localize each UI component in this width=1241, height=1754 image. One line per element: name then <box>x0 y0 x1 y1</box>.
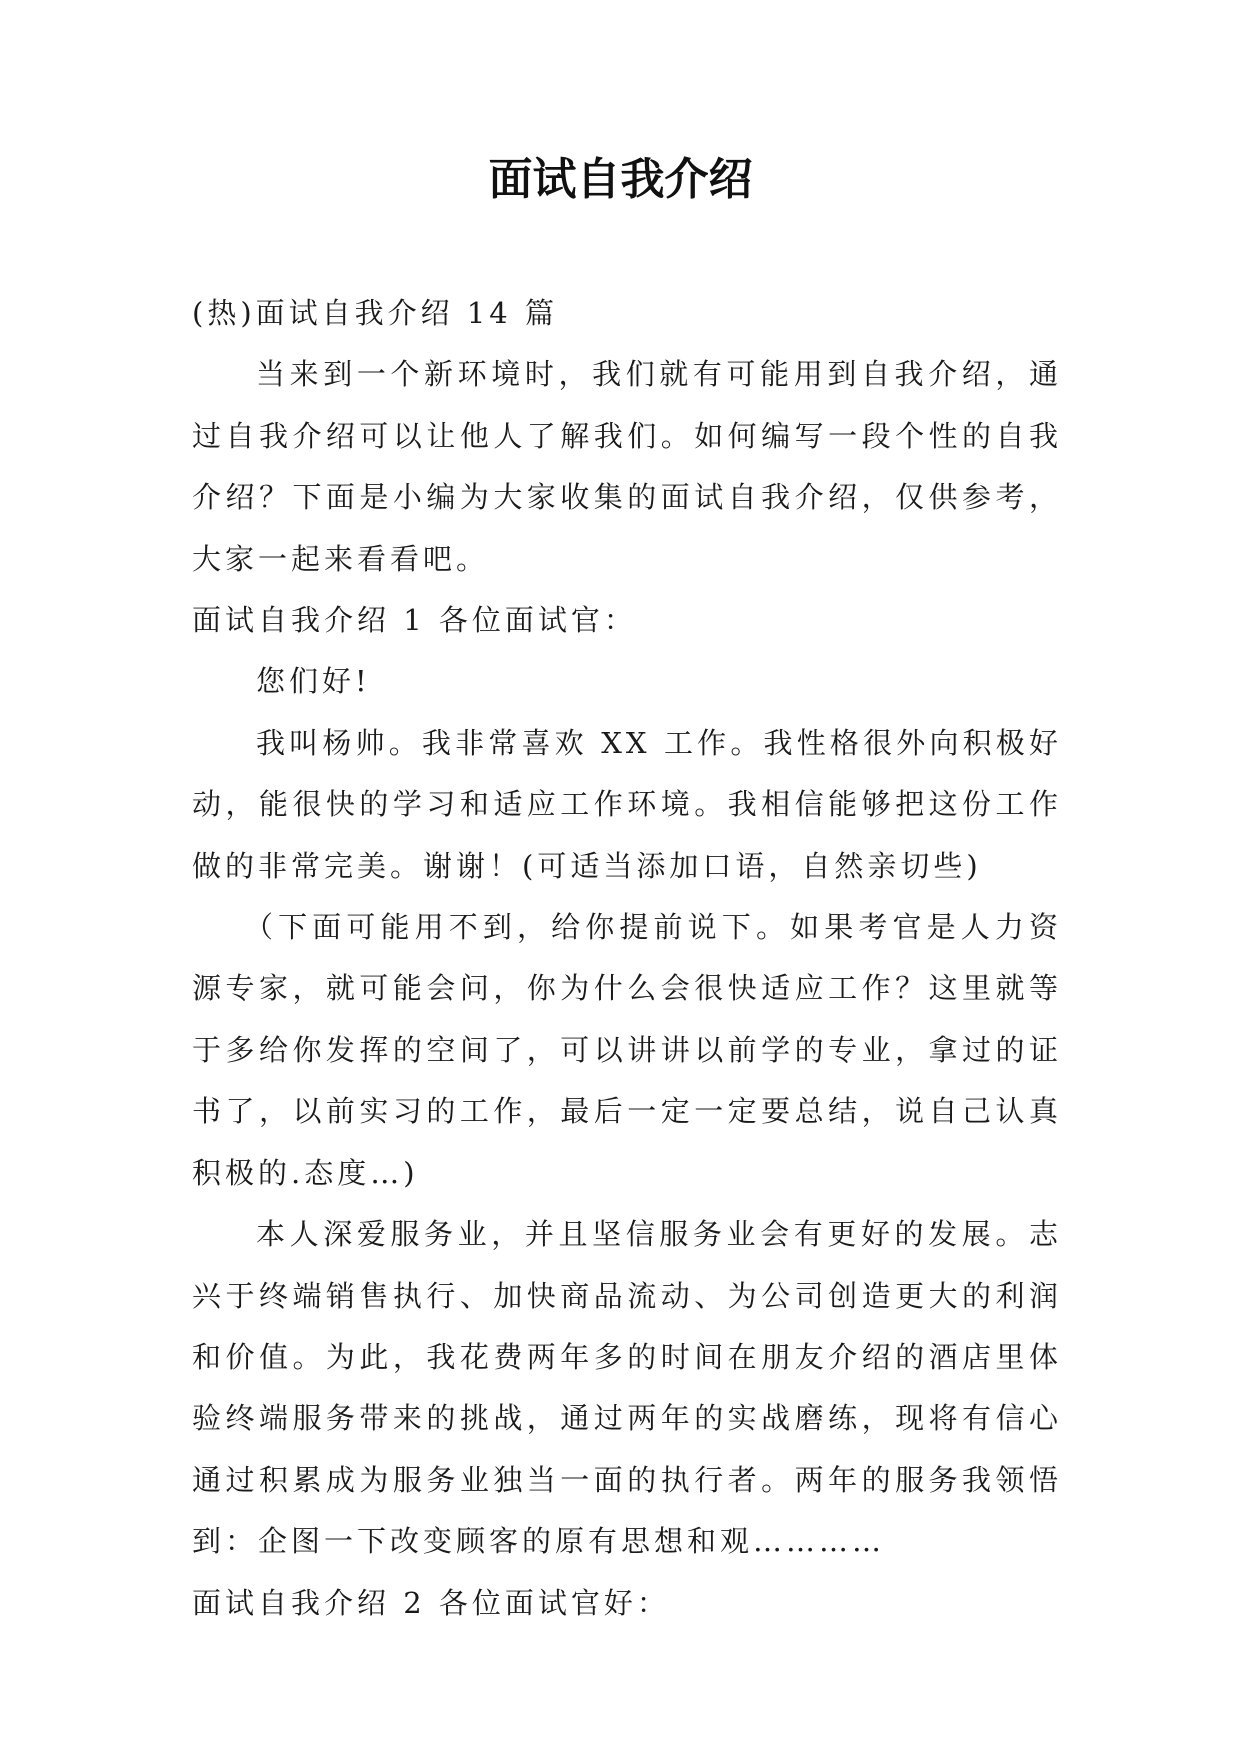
document-body <box>192 283 1062 1634</box>
intro-paragraph: 当来到一个新环境时，我们就有可能用到自我介绍，通过自我介绍可以让他人了解我们。如何编写一段个性的自我介绍？下面是小编为大家收集的面试自我介绍，仅供参考，大家一起来看看吧。 <box>192 357 1062 576</box>
greeting-paragraph: 您们好! <box>256 664 371 699</box>
page-title: 面试自我介绍 <box>488 154 753 205</box>
section-heading-1: 面试自我介绍 1 各位面试官： <box>192 603 637 638</box>
subtitle-line: (热)面试自我介绍 14 篇 <box>192 296 558 330</box>
service-paragraph: 本人深爱服务业，并且坚信服务业会有更好的发展。志兴于终端销售执行、加快商品流动、为公司创造更大的利润和价值。为此，我花费两年多的时间在朋友介绍的酒店里体验终端服务带来的挑战，通过两年的实战磨练，现将有信心通过积累成为服务业独当一面的执行者。两年的服务我领悟到：企图一下改变顾客的原有思想和观………… <box>192 1217 1062 1559</box>
note-paragraph: （下面可能用不到，给你提前说下。如果考官是人力资源专家，就可能会问，你为什么会很快适应工作？这里就等于多给你发挥的空间了，可以讲讲以前学的专业，拿过的证书了，以前实习的工作，最后一定一定要总结，说自己认真积极的.态度…) <box>192 910 1062 1190</box>
self-intro-paragraph: 我叫杨帅。我非常喜欢 XX 工作。我性格很外向积极好动，能很快的学习和适应工作环境。我相信能够把这份工作做的非常完美。谢谢！(可适当添加口语，自然亲切些) <box>192 725 1062 883</box>
section-heading-2: 面试自我介绍 2 各位面试官好： <box>192 1585 670 1620</box>
